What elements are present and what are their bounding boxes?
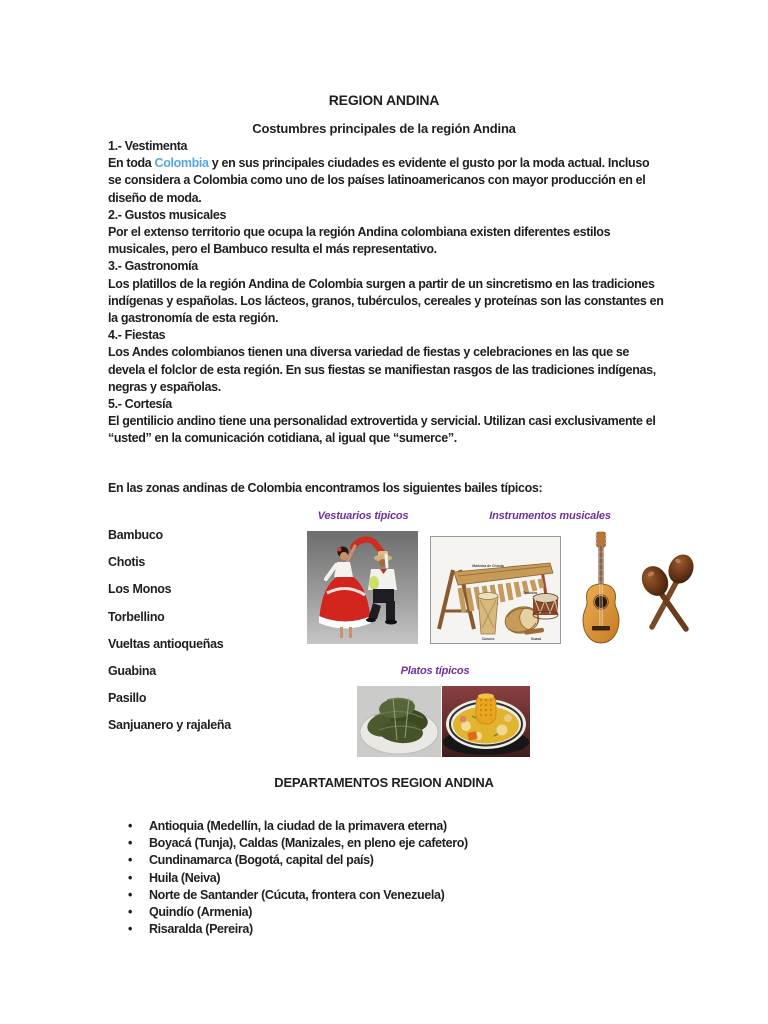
document-body	[108, 138, 665, 448]
section-heading-gastronomia: 3.- Gastronomía	[108, 259, 198, 274]
bullet-icon: •	[128, 870, 133, 885]
bullet-icon: •	[128, 905, 133, 920]
department-item	[128, 887, 648, 904]
section-heading-gustos-musicales: 2.- Gustos musicales	[108, 207, 227, 222]
dance-item: Los Monos	[108, 582, 172, 597]
instruments-photo	[430, 536, 561, 644]
department-item	[128, 852, 648, 869]
bullet-icon: •	[128, 887, 133, 902]
paragraph-text: En toda	[108, 156, 155, 171]
section-heading-cortesia: 5.- Cortesía	[108, 397, 172, 412]
department-item	[128, 904, 648, 921]
maracas-icon	[637, 550, 698, 629]
department-item	[128, 870, 648, 887]
page-title: REGION ANDINA	[328, 92, 440, 108]
guasa-label: Guasá	[530, 637, 542, 641]
cununo-drum-icon	[478, 593, 498, 635]
tamales-photo	[357, 686, 441, 757]
tambora-label: Tambora	[522, 591, 538, 595]
guitar-photo	[577, 530, 625, 648]
dance-item: Bambuco	[108, 528, 163, 542]
department-text: Antioquia (Medellín, la ciudad de la primavera eterna)	[149, 819, 447, 833]
dance-item: Torbellino	[108, 609, 165, 624]
costumes-caption: Vestuarios típicos	[317, 510, 409, 522]
dance-item: Sanjuanero y rajaleña	[108, 718, 231, 733]
colombia-link[interactable]: Colombia	[154, 156, 209, 171]
bullet-icon: •	[128, 853, 133, 868]
department-text: Cundinamarca (Bogotá, capital del país)	[149, 853, 374, 868]
paragraph-text: y en sus principales ciudades es evidente el gusto por la moda actual. Incluso se considera a Colombia como uno de los países latinoamericanos con mayor producción en el diseño de moda.	[108, 156, 650, 205]
maracas-photo	[636, 547, 698, 635]
dance-list	[108, 528, 298, 746]
section-heading-fiestas: 4.- Fiestas	[108, 328, 166, 343]
dance-item: Chotis	[108, 555, 146, 570]
section-paragraph-fiestas: Los Andes colombianos tienen una diversa variedad de fiestas y celebraciones en las que se devela el folclor de esta región. En sus fiestas se manifiestan rasgos de las tradiciones indígenas, negras y españolas.	[108, 345, 656, 394]
section-heading-vestimenta: 1.- Vestimenta	[108, 139, 188, 153]
page-subtitle: Costumbres principales de la región Andina	[252, 121, 516, 136]
section-paragraph-cortesia: El gentilicio andino tiene una personalidad extrovertida y servicial. Utilizan casi exclusivamente el “usted” en la comunicación cotidiana, al igual que “sumerce”.	[108, 414, 656, 446]
section-paragraph-gastronomia: Los platillos de la región Andina de Colombia surgen a partir de un sincretismo en las tradiciones indígenas y españolas. Los lácteos, granos, tubérculos, cereales y proteínas son las constantes en la gastronomía de esta región.	[108, 276, 664, 326]
department-text: Quindío (Armenia)	[149, 905, 253, 920]
departments-list	[128, 818, 648, 938]
ajiaco-photo	[442, 686, 530, 757]
dance-item: Pasillo	[108, 691, 147, 706]
bullet-icon: •	[128, 819, 133, 833]
department-text: Norte de Santander (Cúcuta, frontera con Venezuela)	[149, 887, 445, 902]
section-paragraph-gustos-musicales: Por el extenso territorio que ocupa la región Andina colombiana existen diferentes estilos musicales, pero el Bambuco resulta el más representativo.	[108, 225, 611, 257]
department-text: Huila (Neiva)	[149, 870, 221, 885]
dishes-caption: Platos típicos	[400, 665, 470, 677]
dance-item: Guabina	[108, 663, 156, 678]
cununo-label: Cununo	[481, 637, 495, 641]
department-item	[128, 818, 648, 835]
bullet-icon: •	[128, 922, 133, 937]
department-item	[128, 835, 648, 852]
department-text: Boyacá (Tunja), Caldas (Manizales, en pleno eje cafetero)	[149, 836, 468, 851]
section-paragraph-vestimenta	[108, 155, 665, 207]
marimba-label: Marimba de Chonta	[472, 564, 504, 568]
dance-item: Vueltas antioqueñas	[108, 636, 224, 651]
dances-intro: En las zonas andinas de Colombia encontramos los siguientes bailes típicos:	[108, 481, 543, 495]
guitar-icon	[583, 532, 619, 643]
bullet-icon: •	[128, 836, 133, 851]
departments-title: DEPARTAMENTOS REGION ANDINA	[274, 775, 494, 790]
instruments-caption: Instrumentos musicales	[489, 510, 611, 522]
department-item	[128, 921, 648, 938]
department-text: Risaralda (Pereira)	[149, 922, 253, 937]
costumes-photo	[307, 531, 418, 644]
